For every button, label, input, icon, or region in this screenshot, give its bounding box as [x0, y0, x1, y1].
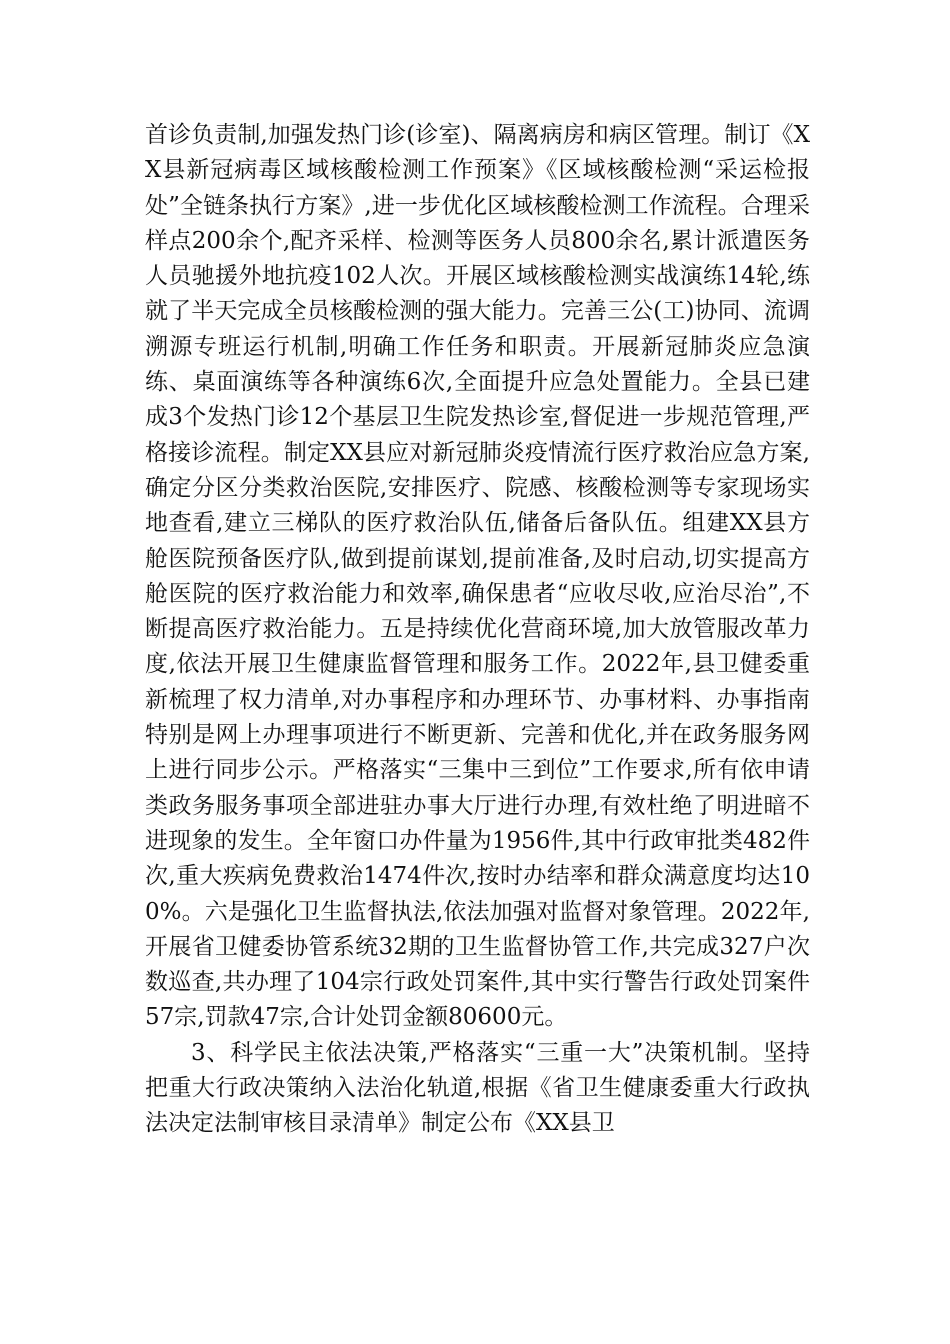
- body-paragraph-2: 3、科学民主依法决策,严格落实“三重一大”决策机制。坚持把重大行政决策纳入法治化轨道,根据《省卫生健康委重大行政执法决定法制审核目录清单》制定公布《XX县卫: [145, 1039, 810, 1137]
- document-page: [145, 118, 810, 1142]
- body-paragraph-1: 首诊负责制,加强发热门诊(诊室)、隔离病房和病区管理。制订《XX县新冠病毒区域核酸检测工作预案》《区域核酸检测“采运检报处”全链条执行方案》,进一步优化区域核酸检测工作流程。合理采样点200余个,配齐采样、检测等医务人员800余名,累计派遣医务人员驰援外地抗疫102人次。开展区域核酸检测实战演练14轮,练就了半天完成全员核酸检测的强大能力。完善三公(工)协同、流调溯源专班运行机制,明确工作任务和职责。开展新冠肺炎应急演练、桌面演练等各种演练6次,全面提升应急处置能力。全县已建成3个发热门诊12个基层卫生院发热诊室,督促进一步规范管理,严格接诊流程。制定XX县应对新冠肺炎疫情流行医疗救治应急方案,确定分区分类救治医院,安排医疗、院感、核酸检测等专家现场实地查看,建立三梯队的医疗救治队伍,储备后备队伍。组建XX县方舱医院预备医疗队,做到提前谋划,提前准备,及时启动,切实提高方舱医院的医疗救治能力和效率,确保患者“应收尽收,应治尽治”,不断提高医疗救治能力。五是持续优化营商环境,加大放管服改革力度,依法开展卫生健康监督管理和服务工作。2022年,县卫健委重新梳理了权力清单,对办事程序和办理环节、办事材料、办事指南特别是网上办理事项进行不断更新、完善和优化,并在政务服务网上进行同步公示。严格落实“三集中三到位”工作要求,所有依申请类政务服务事项全部进驻办事大厅进行办理,有效杜绝了明进暗不进现象的发生。全年窗口办件量为1956件,其中行政审批类482件次,重大疾病免费救治1474件次,按时办结率和群众满意度均达100%。六是强化卫生监督执法,依法加强对监督对象管理。2022年,开展省卫健委协管系统32期的卫生监督协管工作,共完成327户次数巡查,共办理了104宗行政处罚案件,其中实行警告行政处罚案件57宗,罚款47宗,合计处罚金额80600元。: [145, 122, 810, 1031]
